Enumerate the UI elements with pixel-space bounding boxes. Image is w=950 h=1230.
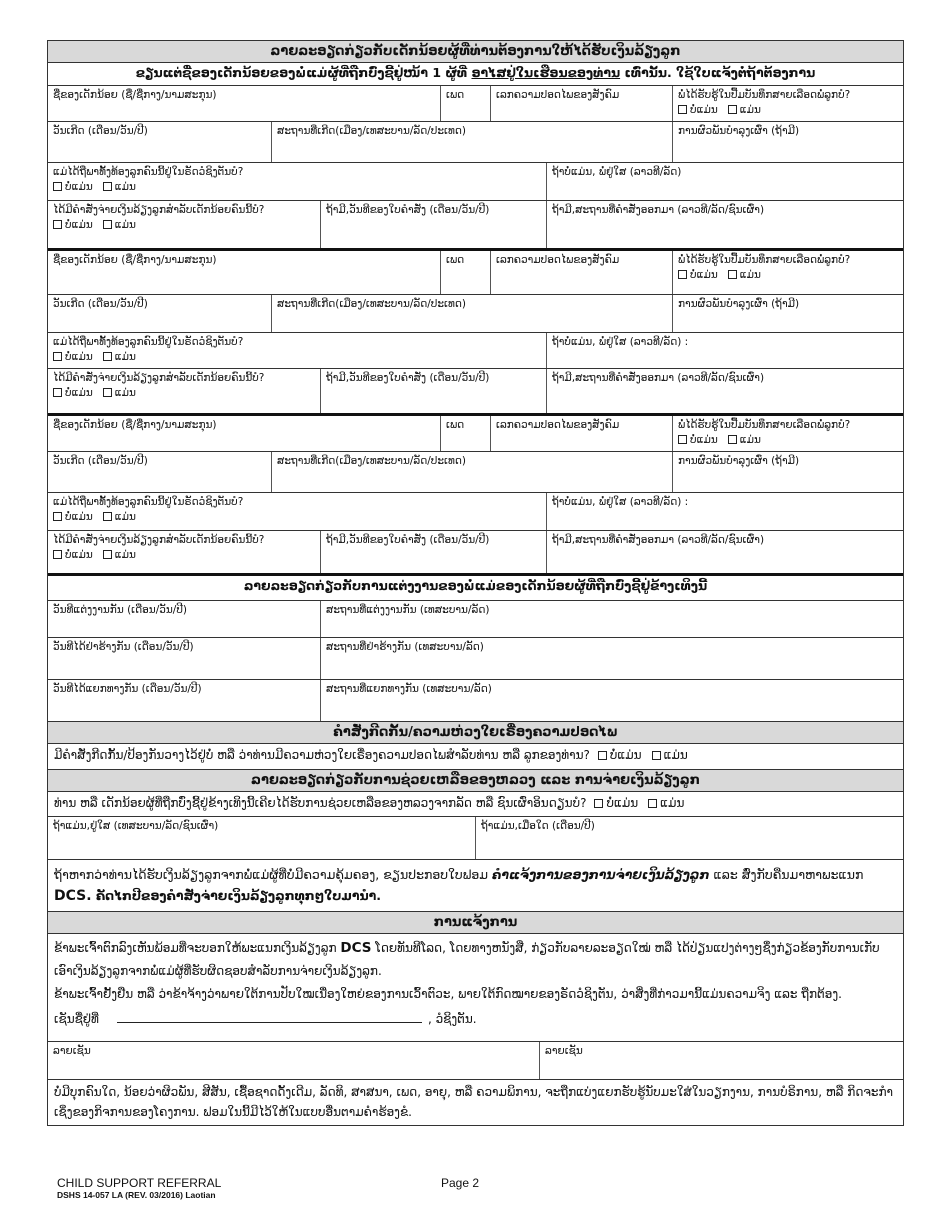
- child-3-row-3: [48, 492, 903, 530]
- child-2-lived-no-checkbox[interactable]: [53, 352, 62, 361]
- assistance-when-field[interactable]: ຖ້າແມ່ນ,ເມື່ອໃດ (ເດືອນ/ປີ): [475, 817, 903, 859]
- signature-left-field[interactable]: ລາຍເຊັນ: [53, 1045, 91, 1057]
- payment-notice-row: [48, 859, 903, 911]
- child-2-lived-yes-checkbox[interactable]: [103, 352, 112, 361]
- child-1-ssn-field[interactable]: ເລກຄວາມປອດໄພຂອງສັງຄົມ: [490, 86, 672, 121]
- child-2-row-3: [48, 332, 903, 368]
- assistance-where-field[interactable]: ຖ້າແມ່ນ,ຢູ່ໃສ (ເທສະບານ/ລັດ/ຊົນເຜົ່າ): [53, 820, 219, 832]
- child-3-row-4: [48, 530, 903, 573]
- form-code: DSHS 14-057 LA (REV. 03/2016) Laotian: [57, 1190, 216, 1200]
- child-2-ssn-field[interactable]: ເລກຄວາມປອດໄພຂອງສັງຄົມ: [490, 251, 672, 294]
- assistance-yes-checkbox[interactable]: [648, 799, 657, 808]
- child-3-tribe-field[interactable]: ການຜົວພັນບຳລຸງເຜົ່າ (ຖ້າມີ): [672, 452, 903, 492]
- child-2-row-2: [48, 294, 903, 332]
- child-2-paternity-no-checkbox[interactable]: [678, 270, 687, 279]
- child-2-order-date-field[interactable]: ຖ້າມີ,ວັນທີຂອງໃບຄຳສັ່ງ (ເດືອນ/ວັນ/ປີ): [320, 369, 546, 413]
- marriage-row-separated: [48, 679, 903, 721]
- child-3-paternity-no-checkbox[interactable]: [678, 435, 687, 444]
- children-section-header-row: [48, 40, 903, 62]
- child-2-name-field[interactable]: ຊື່ຂອງເດັກນ້ອຍ (ຊື່/ຊື່ກາງ/ນາມສະກຸນ): [53, 254, 217, 266]
- signature-row: [48, 1041, 903, 1079]
- child-3-row-1: [48, 413, 903, 451]
- divorce-date-field[interactable]: ວັນທີໄດ້ຢ່າຮ້າງກັນ (ເດືອນ/ວັນ/ປີ): [53, 641, 194, 653]
- child-2-sex-field[interactable]: ເພດ: [440, 251, 490, 294]
- child-1-where-field[interactable]: ຖ້າບໍ່ແມ່ນ, ພໍ່ຢູ່ໃສ (ລາວທີ/ລັດ): [546, 163, 903, 200]
- child-1-lived-no-checkbox[interactable]: [53, 182, 62, 191]
- child-1-order-field: ໄດ້ມີຄຳສັ່ງຈ່າຍເງິນລ້ຽງລູກສຳລັບເດັກນ້ອຍຄົນນີ້ບໍ? ບໍ່ແມ່ນ ແມ່ນ: [53, 204, 265, 232]
- assistance-no-checkbox[interactable]: [594, 799, 603, 808]
- child-2-order-place-field[interactable]: ຖ້າມີ,ສະຖານທີ່ຄຳສັ່ງອອກມາ (ລາວທີ/ລັດ/ຊົນເຜົ່າ): [546, 369, 903, 413]
- child-3-order-yes-checkbox[interactable]: [103, 550, 112, 559]
- child-2-row-4: [48, 368, 903, 413]
- protection-section-title: ຄຳສັ່ງກີດກັ້ນ/ຄວາມຫ່ວງໃຍເຣື່ອງຄວາມປອດໄພ: [48, 722, 903, 743]
- child-1-order-place-field[interactable]: ຖ້າມີ,ສະຖານທີ່ຄຳສັ່ງອອກມາ (ລາວທີ/ລັດ/ຊົນເຜົ່າ): [546, 201, 903, 248]
- form-title: CHILD SUPPORT REFERRAL: [57, 1176, 222, 1190]
- marriage-section-header-row: [48, 573, 903, 600]
- divorce-place-field[interactable]: ສະຖານທີ່ຢ່າຮ້າງກັນ (ເທສະບານ/ລັດ): [320, 638, 903, 679]
- signed-at-city-input[interactable]: [117, 1010, 422, 1023]
- payment-notice-text: ຖ້າຫາກວ່າທ່ານໄດ້ຮັບເງິນລ້ຽງລູກຈາກພໍ່ແມ່ຜູ້ທີ່ບໍ່ມີຄວາມຄຸ້ມຄອງ, ຂຽນປະກອບໃບຟອມ ຄຳແຈ້ງການຂອງການຈ່າຍເງິນລ້ຽງລູກ ແລະ ສົ່ງກັບຄືນມາຫາພະແນກ DCS. ຄັດໄກປີຂອງຄຳສັ່ງຈ່າຍເງິນລ້ຽງລູກທຸກໆໃບມານຳ.: [54, 867, 864, 904]
- child-2-where-field[interactable]: ຖ້າບໍ່ແມ່ນ, ພໍ່ຢູ່ໃສ (ລາວທີ/ລັດ) :: [546, 333, 903, 368]
- nondiscrimination-row: [48, 1079, 903, 1125]
- child-1-tribe-field[interactable]: ການຜົວພັນບຳລຸງເຜົ່າ (ຖ້າມີ): [672, 122, 903, 162]
- separation-date-field[interactable]: ວັນທີໄດ້ແຍກທາງກັນ (ເດືອນ/ວັນ/ປີ): [53, 683, 202, 695]
- marriage-section-title: ລາຍລະອຽດກ່ຽວກັບການແຕ່ງງານຂອງພໍ່ແມ່ຂອງເດັກນ້ອຍຜູ້ທີ່ຖືກບົ່ງຊີ້ຢູ່ຂ້າງເທິງນີ້: [243, 578, 708, 593]
- child-3-paternity-field: ພໍ່ໄດ້ຮັບຮູ້ໃນປື້ມບັນທຶກສາຍເລືອດພໍ່ລູກບໍ? ບໍ່ແມ່ນ ແມ່ນ: [672, 416, 903, 451]
- child-3-dob-field[interactable]: ວັນເກີດ (ເດືອນ/ວັນ/ປີ): [53, 455, 148, 467]
- marriage-date-field[interactable]: ວັນທີແຕ່ງງານກັນ (ເດືອນ/ວັນ/ປີ): [53, 604, 187, 616]
- child-1-sex-field[interactable]: ເພດ: [440, 86, 490, 121]
- assistance-section-header-row: [48, 769, 903, 791]
- separation-place-field[interactable]: ສະຖານທີ່ແຍກທາງກັນ (ເທສະບານ/ລັດ): [320, 680, 903, 721]
- child-3-order-no-checkbox[interactable]: [53, 550, 62, 559]
- marriage-row-divorced: [48, 637, 903, 679]
- notice-paragraph-2: ຂ້າພະເຈົ້າຢັ້ງຢືນ ຫລື ວ່າຂ້າຈ້າງວ່າພາຍໃຕ້ການປັບໃໝເນື່ອງໃຫຍ່ຂອງການເວົ້າຕົວະ, ພາຍໃຕ້ກົດໝາຍຂອງຣັດວໍຊິງຕັນ, ວ່າສິ່ງທີ່ກ່າວມານີ້ແມ່ນຄວາມຈິງ ແລະ ຖືກຕ້ອງ.: [54, 986, 842, 1001]
- child-support-referral-form: [47, 40, 904, 1126]
- child-1-order-yes-checkbox[interactable]: [103, 220, 112, 229]
- child-3-name-field[interactable]: ຊື່ຂອງເດັກນ້ອຍ (ຊື່/ຊື່ກາງ/ນາມສະກຸນ): [53, 419, 217, 431]
- child-3-sex-field[interactable]: ເພດ: [440, 416, 490, 451]
- child-1-order-no-checkbox[interactable]: [53, 220, 62, 229]
- child-2-order-field: ໄດ້ມີຄຳສັ່ງຈ່າຍເງິນລ້ຽງລູກສຳລັບເດັກນ້ອຍຄົນນີ້ບໍ? ບໍ່ແມ່ນ ແມ່ນ: [53, 372, 265, 400]
- child-3-order-date-field[interactable]: ຖ້າມີ,ວັນທີຂອງໃບຄຳສັ່ງ (ເດືອນ/ວັນ/ປີ): [320, 531, 546, 573]
- child-3-ssn-field[interactable]: ເລກຄວາມປອດໄພຂອງສັງຄົມ: [490, 416, 672, 451]
- notice-section-header-row: [48, 911, 903, 933]
- child-2-dob-field[interactable]: ວັນເກີດ (ເດືອນ/ວັນ/ປີ): [53, 298, 148, 310]
- child-2-paternity-field: ພໍ່ໄດ້ຮັບຮູ້ໃນປື້ມບັນທຶກສາຍເລືອດພໍ່ລູກບໍ? ບໍ່ແມ່ນ ແມ່ນ: [672, 251, 903, 294]
- child-2-order-no-checkbox[interactable]: [53, 388, 62, 397]
- signed-at-line: ເຊັນຊື່ຢູ່ທີ່ , ວໍຊິງຕັນ.: [54, 1011, 477, 1026]
- child-2-order-yes-checkbox[interactable]: [103, 388, 112, 397]
- child-3-where-field[interactable]: ຖ້າບໍ່ແມ່ນ, ພໍ່ຢູ່ໃສ (ລາວທີ/ລັດ) :: [546, 493, 903, 530]
- signature-right-field[interactable]: ລາຍເຊັນ: [539, 1042, 903, 1079]
- child-2-row-1: [48, 248, 903, 294]
- child-1-lived-field: ແມ່ໄດ້ຖືພາທັ້ງທ້ອງລູກຄົນນີ້ຢູ່ໃນຣັດວໍຊິງຕັນບໍ? ບໍ່ແມ່ນ ແມ່ນ: [53, 166, 244, 194]
- child-3-order-place-field[interactable]: ຖ້າມີ,ສະຖານທີ່ຄຳສັ່ງອອກມາ (ລາວທີ/ລັດ/ຊົນເຜົ່າ): [546, 531, 903, 573]
- child-2-paternity-yes-checkbox[interactable]: [728, 270, 737, 279]
- notice-body-row: [48, 933, 903, 1041]
- marriage-row-married: [48, 600, 903, 637]
- child-2-lived-field: ແມ່ໄດ້ຖືພາທັ້ງທ້ອງລູກຄົນນີ້ຢູ່ໃນຣັດວໍຊິງຕັນບໍ? ບໍ່ແມ່ນ ແມ່ນ: [53, 336, 244, 364]
- child-3-lived-no-checkbox[interactable]: [53, 512, 62, 521]
- protection-no-checkbox[interactable]: [598, 751, 607, 760]
- child-1-paternity-yes-checkbox[interactable]: [728, 105, 737, 114]
- children-instruction-row: [48, 62, 903, 85]
- child-1-lived-yes-checkbox[interactable]: [103, 182, 112, 191]
- child-2-birthplace-field[interactable]: ສະຖານທີ່ເກີດ(ເມືອງ/ເທສະບານ/ລັດ/ປະເທດ): [271, 295, 672, 332]
- child-1-paternity-field: ພໍ່ໄດ້ຮັບຮູ້ໃນປື້ມບັນທຶກສາຍເລືອດພໍ່ລູກບໍ? ບໍ່ແມ່ນ ແມ່ນ: [672, 86, 903, 121]
- child-3-row-2: [48, 451, 903, 492]
- child-1-dob-field[interactable]: ວັນເກີດ (ເດືອນ/ວັນ/ປີ): [53, 125, 148, 137]
- children-instruction: ຂຽນແຕ່ຊື່ຂອງເດັກນ້ອຍຂອງພໍ່ແມ່ຜູ້ທີ່ຖືກບົ່ງຊີ້ຢູ່ໜ້າ 1 ຜູ້ທີ່ ອາໄສຢູ່ໃນເຮືອນຂອງທ່ານ ເທົ່ານັ້ນ. ໃຊ້ໃບແຈ້ງຕໍ່ຖ້າຕ້ອງການ: [135, 65, 816, 80]
- child-1-order-date-field[interactable]: ຖ້າມີ,ວັນທີຂອງໃບຄຳສັ່ງ (ເດືອນ/ວັນ/ປີ): [320, 201, 546, 248]
- nondiscrimination-text: ບໍ່ມີບຸກຄົນໃດ, ນ້ອຍວ່າຜິວພັນ, ສີສັນ, ເຊື້ອຊາດດັ້ງເດີມ, ລັດທິ, ສາສນາ, ເພດ, ອາຍຸ, ຫລື ຄວາມພິການ, ຈະຖືກແບ່ງແຍກຮັບຮູ້ນັບມະໃສ່ໃນວຽກງານ, ການບໍຣິການ, ຫລື ກິດຈະກຳເຊິ່ງຂອງກິຈການຂອງໂຄງການ. ຟອມໃນນີ້ມີໄວ້ໃຫ້ໃນແບບອື່ນຕາມຄຳຮ້ອງຂໍ.: [54, 1085, 893, 1119]
- child-3-birthplace-field[interactable]: ສະຖານທີ່ເກີດ(ເມືອງ/ເທສະບານ/ລັດ/ປະເທດ): [271, 452, 672, 492]
- assistance-details-row: [48, 816, 903, 859]
- child-1-row-3: [48, 162, 903, 200]
- child-1-name-field[interactable]: ຊື່ຂອງເດັກນ້ອຍ (ຊື່/ຊື່ກາງ/ນາມສະກຸນ): [53, 89, 217, 101]
- protection-section-header-row: [48, 721, 903, 743]
- page-number: Page 2: [441, 1176, 480, 1190]
- child-3-lived-field: ແມ່ໄດ້ຖືພາທັ້ງທ້ອງລູກຄົນນີ້ຢູ່ໃນຣັດວໍຊິງຕັນບໍ? ບໍ່ແມ່ນ ແມ່ນ: [53, 496, 244, 524]
- notice-body: [48, 934, 903, 1041]
- notice-paragraph-1: ຂ້າພະເຈົ້າຕົກລົງເຫັນພ້ອມທີ່ຈະບອກໃຫ້ພະແນກເງິນລ້ຽງລູກ DCS ໂດຍທັນທີໂລດ, ໂດຍທາງຫນັງສື, ກ່ຽວກັບລາຍລະອຽດໃໝ່ ຫລື ໄດ້ປ່ຽນແປງຕ່າງໆຊຶ່ງກ່ຽວຂ້ອງກັບການເກັບເອົາເງິນລ້ຽງລູກຈາກພໍ່ແມ່ຜູ້ທີ່ຮັບຜິດຊອບສຳລັບການຈ່າຍເງິນລ້ຽງລູກ.: [54, 940, 880, 978]
- child-1-paternity-no-checkbox[interactable]: [678, 105, 687, 114]
- assistance-question-row: [48, 791, 903, 816]
- notice-section-title: ການແຈ້ງການ: [48, 912, 903, 933]
- protection-question: ມີຄຳສັ່ງກີດກັ້ນ/ປ້ອງກັນວາງໄວ້ຢູ່ບໍ່ ຫລື ວ່າທ່ານມີຄວາມຫ່ວງໃຍເຣື່ອງຄວາມປອດໄພສຳລັບທ່ານ ຫລື ລູກຂອງທ່ານ? ບໍ່ແມ່ນ ແມ່ນ: [54, 748, 688, 762]
- child-1-row-2: [48, 121, 903, 162]
- child-2-tribe-field[interactable]: ການຜົວພັນບຳລຸງເຜົ່າ (ຖ້າມີ): [672, 295, 903, 332]
- child-1-row-4: [48, 200, 903, 248]
- children-section-title: ລາຍລະອຽດກ່ຽວກັບເດັກນ້ອຍຜູ້ທີ່ທ່ານຕ້ອງການໃຫ້ໄດ້ຮັບເງິນລ້ຽງລູກ: [48, 41, 903, 62]
- child-1-birthplace-field[interactable]: ສະຖານທີ່ເກີດ(ເມືອງ/ເທສະບານ/ລັດ/ປະເທດ): [271, 122, 672, 162]
- assistance-section-title: ລາຍລະອຽດກ່ຽວກັບການຊ່ວຍເຫລືອຂອງຫລວງ ແລະ ການຈ່າຍເງິນລ້ຽງລູກ: [48, 770, 903, 791]
- child-3-lived-yes-checkbox[interactable]: [103, 512, 112, 521]
- child-1-row-1: [48, 85, 903, 121]
- child-3-paternity-yes-checkbox[interactable]: [728, 435, 737, 444]
- assistance-question: ທ່ານ ຫລື ເດັກນ້ອຍຜູ້ທີ່ຖືກບົ່ງຊີ້ຢູ່ຂ້າງເທິງນີ້ເຄີຍໄດ້ຮັບການຊ່ວຍເຫລືອຂອງຫລວງຈາກລັດ ຫລື ຊົນເຜົ່າອິນດຽນບໍ? ບໍ່ແມ່ນ ແມ່ນ: [54, 796, 685, 810]
- protection-yes-checkbox[interactable]: [652, 751, 661, 760]
- protection-question-row: [48, 743, 903, 769]
- child-3-order-field: ໄດ້ມີຄຳສັ່ງຈ່າຍເງິນລ້ຽງລູກສຳລັບເດັກນ້ອຍຄົນນີ້ບໍ? ບໍ່ແມ່ນ ແມ່ນ: [53, 534, 265, 562]
- marriage-place-field[interactable]: ສະຖານທີ່ແຕ່ງງານກັນ (ເທສະບານ/ລັດ): [320, 601, 903, 637]
